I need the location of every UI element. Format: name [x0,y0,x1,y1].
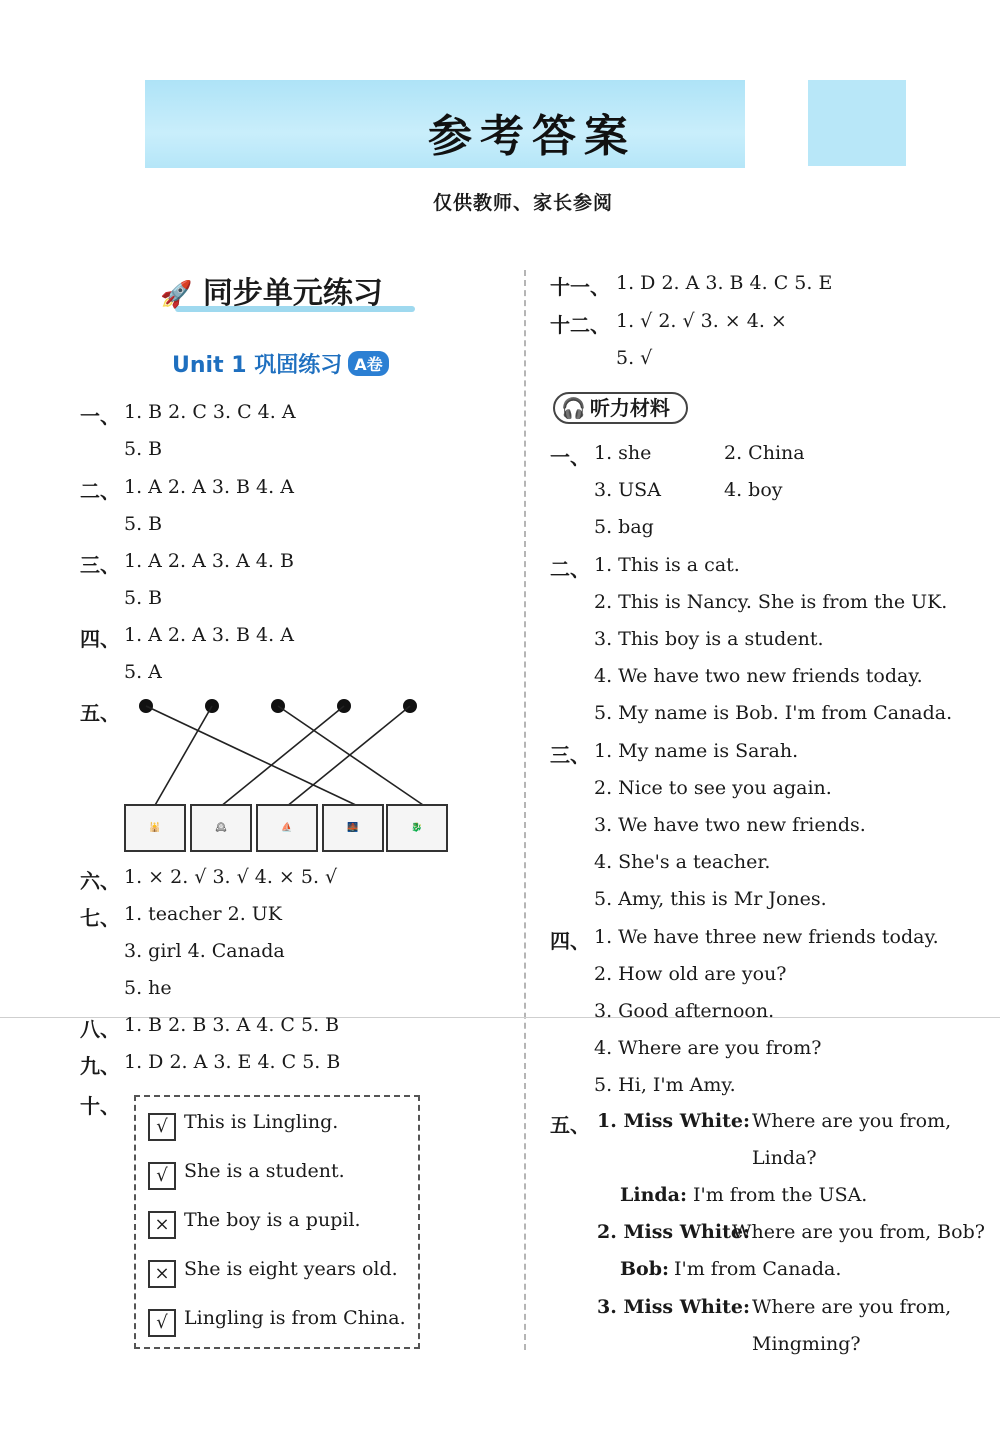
unit-title-text: Unit 1 巩固练习 [172,353,343,378]
l5-d3-speaker: 3. Miss White: [597,1296,750,1318]
mosque-picture: 🕌 [124,804,186,852]
l1-answer-a: 1. she [594,442,652,464]
listening-title [553,392,688,424]
q5-label: 五、 [80,701,120,725]
q2-answers: 1. A 2. A 3. B 4. A [124,476,294,498]
headphones-icon: 🎧 [561,396,586,420]
q9-label: 九、 [80,1054,120,1078]
q8-answers: 1. B 2. B 3. A 4. C 5. B [124,1014,340,1036]
q12-answers: 1. √ 2. √ 3. × 4. × [616,310,787,332]
l4-line: 5. Hi, I'm Amy. [594,1074,736,1096]
l2-line: 2. This is Nancy. She is from the UK. [594,591,948,613]
section-title [160,268,383,312]
q10-label: 十、 [80,1094,120,1118]
listening-title-text: 听力材料 [589,396,670,420]
l4-label: 四、 [550,929,590,953]
q2-label: 二、 [80,479,120,503]
l3-line: 3. We have two new friends. [594,814,866,836]
q10-item-text: This is Lingling. [184,1111,339,1133]
l5-d2-reply: I'm from Canada. [674,1258,842,1280]
q10-item [148,1111,338,1141]
l2-line: 1. This is a cat. [594,554,740,576]
q7-answers: 1. teacher 2. UK [124,903,282,925]
l5-d2-line: Where are you from, Bob? [732,1221,985,1243]
q9-answers: 1. D 2. A 3. E 4. C 5. B [124,1051,341,1073]
q4-answers: 1. A 2. A 3. B 4. A [124,624,294,646]
check-box: × [148,1211,176,1239]
q3-label: 三、 [80,553,120,577]
q7-label: 七、 [80,906,120,930]
match-line-1 [146,706,360,807]
q1-answers: 1. B 2. C 3. C 4. A [124,401,296,423]
l3-label: 三、 [550,743,590,767]
l2-label: 二、 [550,557,590,581]
section-title-text: 同步单元练习 [202,276,383,311]
rocket-icon: 🚀 [160,280,193,310]
l4-line: 3. Good afternoon. [594,1000,775,1022]
l3-line: 5. Amy, this is Mr Jones. [594,888,827,910]
match-line-5 [286,706,410,807]
unit-badge: A卷 [348,351,388,376]
l5-d1-cont: Linda? [752,1147,817,1169]
l1-answer-e: 5. bag [594,516,654,538]
q12-label: 十二、 [550,313,610,337]
q6-label: 六、 [80,869,120,893]
q11-label: 十一、 [550,275,610,299]
l5-d2-reply-speaker: Bob: [620,1258,670,1280]
q8-label: 八、 [80,1017,120,1041]
q10-item-text: She is a student. [184,1160,345,1182]
q10-item [148,1160,345,1190]
q4-label: 四、 [80,627,120,651]
unit-title [172,348,389,379]
q10-item [148,1209,361,1239]
l5-d1-line: Where are you from, [752,1110,952,1132]
l5-label: 五、 [550,1113,590,1137]
l5-d1-speaker: 1. Miss White: [597,1110,750,1132]
q6-answers: 1. × 2. √ 3. √ 4. × 5. √ [124,866,338,888]
q4-answers-2: 5. A [124,661,162,683]
big-ben-picture: 🕰 [190,804,252,852]
l4-line: 4. Where are you from? [594,1037,822,1059]
l5-d3-cont: Mingming? [752,1333,861,1355]
l2-line: 4. We have two new friends today. [594,665,923,687]
match-line-2 [154,706,212,807]
l5-d3-line: Where are you from, [752,1296,952,1318]
q1-answers-2: 5. B [124,438,163,460]
page-title: 参考答案 [428,111,636,162]
l2-line: 5. My name is Bob. I'm from Canada. [594,702,953,724]
l5-d1-reply-speaker: Linda: [620,1184,688,1206]
q10-item [148,1258,398,1288]
q1-label: 一、 [80,404,120,428]
q10-item-text: Lingling is from China. [184,1307,406,1329]
l1-answer-b: 2. China [724,442,805,464]
q7-answers-2: 3. girl 4. Canada [124,940,285,962]
check-box: √ [148,1162,176,1190]
q10-item-text: The boy is a pupil. [184,1209,361,1231]
dragon-picture: 🐉 [386,804,448,852]
l5-d1-reply: I'm from the USA. [693,1184,868,1206]
l4-line: 2. How old are you? [594,963,787,985]
match-line-3 [278,706,426,807]
l5-d2-speaker: 2. Miss White: [597,1221,750,1243]
check-box: √ [148,1113,176,1141]
q3-answers-2: 5. B [124,587,163,609]
l1-label: 一、 [550,445,590,469]
match-line-4 [220,706,344,807]
check-box: √ [148,1309,176,1337]
q12-answers-2: 5. √ [616,347,653,369]
q2-answers-2: 5. B [124,513,163,535]
q10-checkbox-box [134,1095,420,1349]
l1-answer-c: 3. USA [594,479,661,501]
l2-line: 3. This boy is a student. [594,628,824,650]
q11-answers: 1. D 2. A 3. B 4. C 5. E [616,272,833,294]
check-box: × [148,1260,176,1288]
q10-item-text: She is eight years old. [184,1258,398,1280]
bridge-picture: 🌉 [322,804,384,852]
q10-item [148,1307,406,1337]
q3-answers: 1. A 2. A 3. A 4. B [124,550,294,572]
l3-line: 2. Nice to see you again. [594,777,832,799]
q7-answers-3: 5. he [124,977,172,999]
l3-line: 4. She's a teacher. [594,851,771,873]
opera-house-picture: ⛵ [256,804,318,852]
page-subtitle: 仅供教师、家长参阅 [432,192,613,214]
l1-answer-d: 4. boy [724,479,783,501]
column-divider [524,270,526,1350]
l4-line: 1. We have three new friends today. [594,926,939,948]
l3-line: 1. My name is Sarah. [594,740,799,762]
matching-lines [120,695,460,810]
